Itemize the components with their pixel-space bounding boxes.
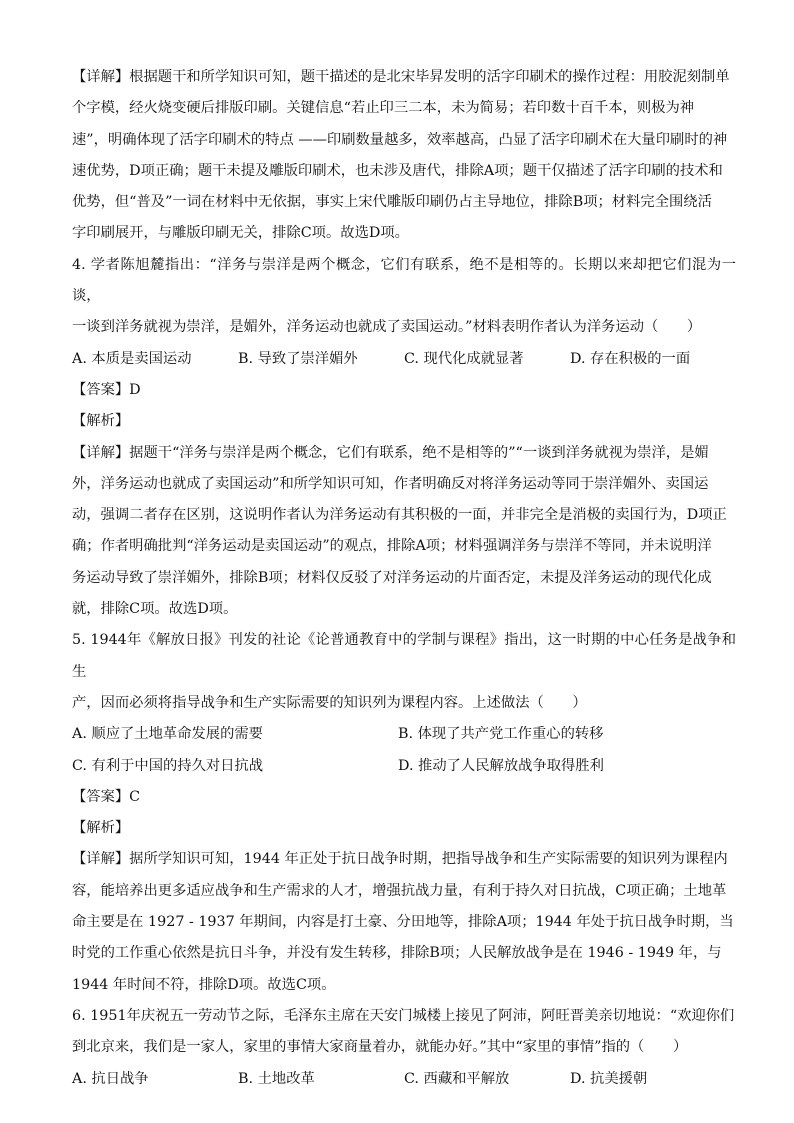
option-c: C. 西藏和平解放 xyxy=(404,1070,510,1087)
option-b: B. 土地改革 xyxy=(238,1070,315,1087)
question-stem-line: 产，因而必须将指导战争和生产实际需要的知识列为课程内容。上述做法（ ） xyxy=(72,694,587,711)
option-a: A. 本质是卖国运动 xyxy=(72,350,192,367)
q3-explanation xyxy=(72,62,736,250)
question-stem-line: 4. 学者陈旭麓指出：“洋务与崇洋是两个概念，它们有联系，绝不是相等的。长期以来却把它们混为一谈， xyxy=(72,256,736,305)
option-a: A. 抗日战争 xyxy=(72,1070,149,1087)
question-options-row1 xyxy=(72,719,736,750)
question-6 xyxy=(72,1001,736,1095)
text-line: 务运动导致了崇洋媚外，排除B项；材料仅反驳了对洋务运动的片面否定，未提及洋务运动的现代化成 xyxy=(72,569,712,586)
option-d: D. 抗美援朝 xyxy=(570,1070,648,1087)
text-line: 动，强调二者存在区别，这说明作者认为洋务运动有其积极的一面，并非完全是消极的卖国行为，D项正 xyxy=(72,507,727,524)
text-line: 速优势，D项正确；题干未提及雕版印刷术，也未涉及唐代，排除A项；题干仅描述了活字印刷的技术和 xyxy=(72,162,723,179)
question-options xyxy=(72,1064,736,1095)
question-stem-line: 到北京来，我们是一家人，家里的事情大家商量着办，就能办好。”其中“家里的事情”指的（ ） xyxy=(72,1039,688,1056)
option-c: C. 现代化成就显著 xyxy=(404,350,524,367)
text-line: 字印刷展开，与雕版印刷无关，排除C项。故选D项。 xyxy=(72,225,409,242)
text-line: 容，能培养出更多适应战争和生产需求的人才，增强抗战力量，有利于持久对日抗战，C项正确；土地革 xyxy=(72,882,727,899)
option-d: D. 存在积极的一面 xyxy=(570,350,691,367)
option-d: D. 推动了人民解放战争取得胜利 xyxy=(398,757,604,774)
text-line: 1944 年时间不符，排除D项。故选C项。 xyxy=(72,976,336,993)
text-line: 外，洋务运动也就成了卖国运动”和所学知识可知，作者明确反对将洋务运动等同于崇洋媚外、卖国运 xyxy=(72,475,709,492)
text-line: 优势，但“普及”一词在材料中无依据，事实上宋代雕版印刷仍占主导地位，排除B项；材料完全围绕活 xyxy=(72,194,712,211)
option-b: B. 导致了崇洋媚外 xyxy=(238,350,358,367)
question-stem-line: 一谈到洋务就视为崇洋，是媚外，洋务运动也就成了卖国运动。”材料表明作者认为洋务运动（ ） xyxy=(72,319,702,336)
question-options-row2 xyxy=(72,751,736,782)
option-a: A. 顺应了土地革命发展的需要 xyxy=(72,726,263,743)
option-c: C. 有利于中国的持久对日抗战 xyxy=(72,757,264,774)
text-line: 速”，明确体现了活字印刷术的特点 ——印刷数量越多，效率越高，凸显了活字印刷术在大量印刷时的神 xyxy=(72,131,728,148)
text-line: 【详解】据所学知识可知，1944 年正处于抗日战争时期，把指导战争和生产实际需要的知识列为课程内 xyxy=(72,851,728,868)
option-b: B. 体现了共产党工作重心的转移 xyxy=(398,726,604,743)
analysis-label: 【解析】 xyxy=(72,820,130,837)
question-5 xyxy=(72,625,736,1001)
analysis-label: 【解析】 xyxy=(72,413,130,430)
text-line: 命主要是在 1927 - 1937 年期间，内容是打土豪、分田地等，排除A项；1944 年处于抗日战争时期，当 xyxy=(72,914,734,931)
question-options xyxy=(72,344,736,375)
answer-line: 【答案】D xyxy=(72,381,141,398)
text-line: 时党的工作重心依然是抗日斗争，并没有发生转移，排除B项；人民解放战争是在 1946 - 1949 年，与 xyxy=(72,945,722,962)
text-line: 确；作者明确批判“洋务运动是卖国运动”的观点，排除A项；材料强调洋务与崇洋不等同，并未说明洋 xyxy=(72,538,712,555)
text-line: 就，排除C项。故选D项。 xyxy=(72,601,238,618)
text-line: 【详解】据题干“洋务与崇洋是两个概念，它们有联系，绝不是相等的”“一谈到洋务就视为崇洋，是媚 xyxy=(72,444,709,461)
question-4 xyxy=(72,250,736,626)
text-line: 个字模，经火烧变硬后排版印刷。关键信息“若止印三二本，未为简易；若印数十百千本，则极为神 xyxy=(72,100,695,117)
question-stem-line: 6. 1951年庆祝五一劳动节之际，毛泽东主席在天安门城楼上接见了阿沛，阿旺晋美亲切地说：“欢迎你们 xyxy=(72,1007,735,1024)
text-line: 【详解】根据题干和所学知识可知，题干描述的是北宋毕昇发明的活字印刷术的操作过程：用胶泥刻制单 xyxy=(72,69,730,85)
document-page xyxy=(72,62,736,1095)
question-stem-line: 5. 1944年《解放日报》刊发的社论《论普通教育中的学制与课程》指出，这一时期的中心任务是战争和生 xyxy=(72,632,736,680)
answer-line: 【答案】C xyxy=(72,788,141,805)
